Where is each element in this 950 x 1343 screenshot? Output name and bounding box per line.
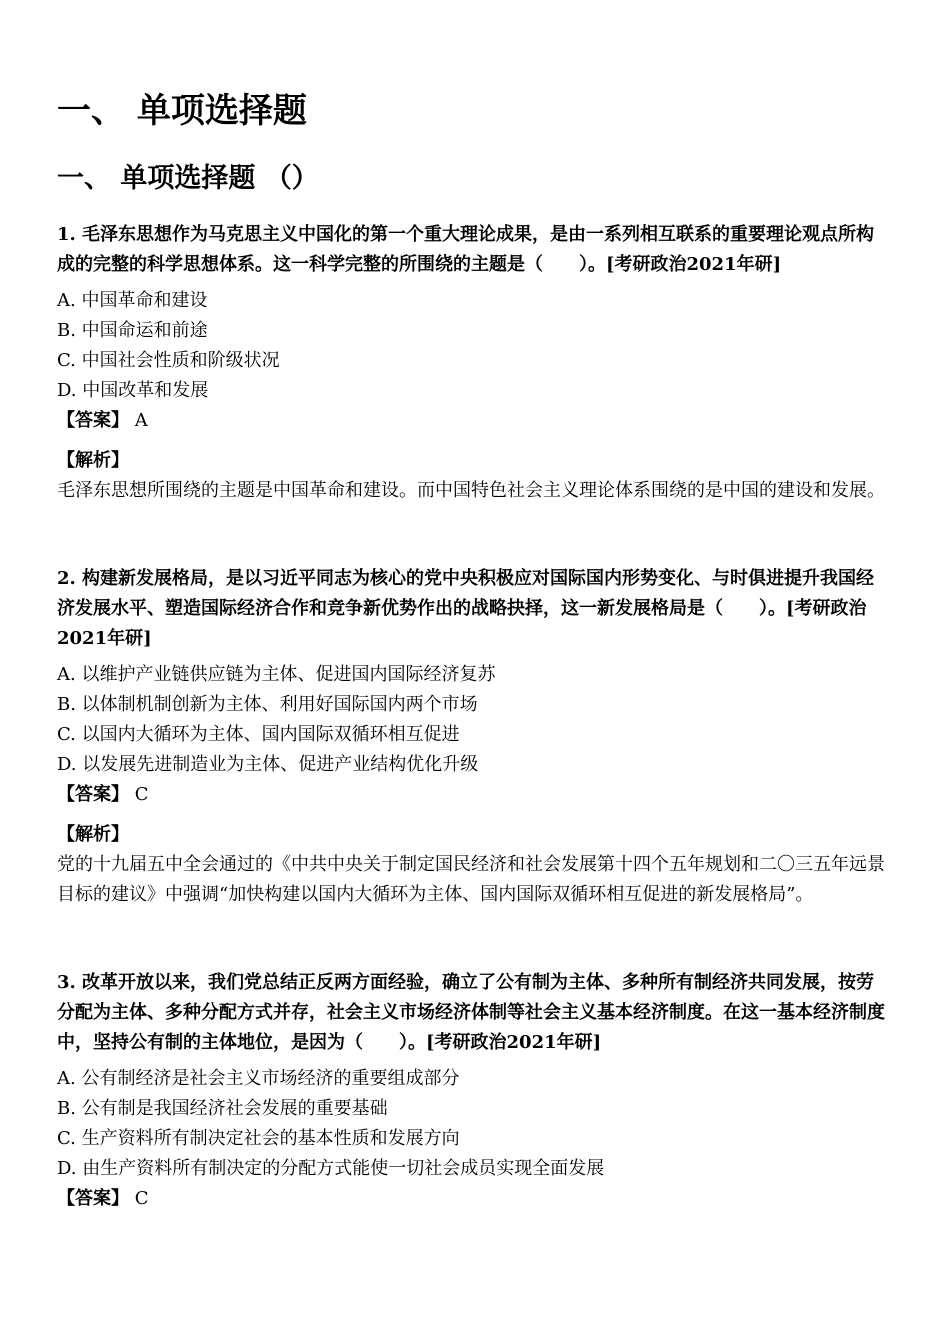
question-stem: 3. 改革开放以来，我们党总结正反两方面经验，确立了公有制为主体、多种所有制经济共同发展，按劳分配为主体、多种分配方式并存，社会主义市场经济体制等社会主义基本经济制度。在这一基本经济制度中，坚持公有制的主体地位，是因为（ ）。[考研政治2021年研] (57, 972, 885, 1053)
option-b: B. 中国命运和前途 (57, 320, 208, 341)
answer-value: C (134, 1188, 149, 1209)
answer-line (57, 406, 887, 436)
answer-value: C (134, 784, 149, 805)
answer-line (57, 780, 887, 810)
question-1 (57, 220, 887, 506)
question-3 (57, 968, 887, 1214)
subsection-heading: 一、 单项选择题 （） (57, 163, 319, 194)
option-a: A. 以维护产业链供应链为主体、促进国内国际经济复苏 (57, 664, 496, 685)
option-d: D. 以发展先进制造业为主体、促进产业结构优化升级 (57, 754, 479, 775)
option-a: A. 公有制经济是社会主义市场经济的重要组成部分 (57, 1068, 460, 1089)
explanation-label: 【解析】 (57, 824, 129, 845)
option-c: C. 中国社会性质和阶级状况 (57, 350, 280, 371)
answer-label: 【答案】 (57, 410, 129, 431)
section-heading: 一、 单项选择题 (57, 91, 307, 131)
question-stem: 1. 毛泽东思想作为马克思主义中国化的第一个重大理论成果，是由一系列相互联系的重要理论观点所构成的完整的科学思想体系。这一科学完整的所围绕的主题是（ ）。[考研政治2021年研] (57, 224, 875, 275)
option-d: D. 中国改革和发展 (57, 380, 209, 401)
option-a: A. 中国革命和建设 (57, 290, 208, 311)
option-d: D. 由生产资料所有制决定的分配方式能使一切社会成员实现全面发展 (57, 1158, 605, 1179)
question-stem: 2. 构建新发展格局，是以习近平同志为核心的党中央积极应对国际国内形势变化、与时俱进提升我国经济发展水平、塑造国际经济合作和竞争新优势作出的战略抉择，这一新发展格局是（ ）。[考研政治2021年研] (57, 568, 875, 649)
explanation-label: 【解析】 (57, 450, 129, 471)
answer-line (57, 1184, 887, 1214)
question-2 (57, 564, 887, 910)
option-c: C. 以国内大循环为主体、国内国际双循环相互促进 (57, 724, 460, 745)
answer-value: A (134, 410, 148, 431)
explanation-text: 毛泽东思想所围绕的主题是中国革命和建设。而中国特色社会主义理论体系围绕的是中国的建设和发展。 (57, 480, 885, 501)
option-b: B. 以体制机制创新为主体、利用好国际国内两个市场 (57, 694, 478, 715)
explanation-text: 党的十九届五中全会通过的《中共中央关于制定国民经济和社会发展第十四个五年规划和二〇三五年远景目标的建议》中强调“加快构建以国内大循环为主体、国内国际双循环相互促进的新发展格局”。 (57, 854, 885, 905)
answer-label: 【答案】 (57, 1188, 129, 1209)
option-b: B. 公有制是我国经济社会发展的重要基础 (57, 1098, 388, 1119)
answer-label: 【答案】 (57, 784, 129, 805)
option-c: C. 生产资料所有制决定社会的基本性质和发展方向 (57, 1128, 460, 1149)
